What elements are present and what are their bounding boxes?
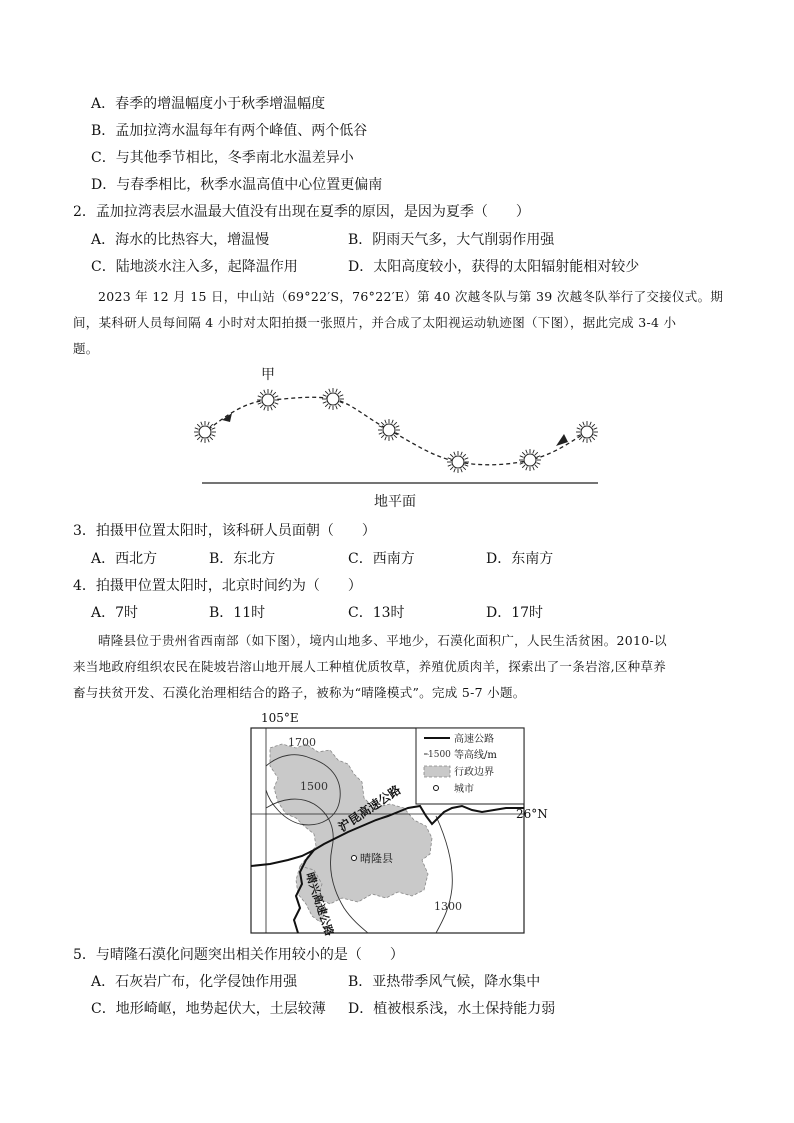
q2-stem: 2．孟加拉湾表层水温最大值没有出现在夏季的原因，是因为夏季（ ） xyxy=(73,204,530,220)
q4-option-b: B．11时 xyxy=(209,605,266,621)
q5-option-a: A．石灰岩广布，化学侵蚀作用强 xyxy=(91,974,298,990)
horizon-label: 地平面 xyxy=(374,494,416,510)
latitude-label: 26°N xyxy=(516,807,548,821)
qinglong-map xyxy=(240,708,560,938)
longitude-label: 105°E xyxy=(261,711,299,725)
sun-icon xyxy=(257,389,279,411)
q3-stem: 3．拍摄甲位置太阳时，该科研人员面朝（ ） xyxy=(73,523,376,539)
q4-option-c: C．13时 xyxy=(348,605,405,621)
legend-city-label: 城市 xyxy=(454,784,474,795)
passage-zhongshan xyxy=(73,284,723,362)
county-label: 晴隆县 xyxy=(360,852,393,865)
label-jia: 甲 xyxy=(261,367,275,383)
sun-icon xyxy=(322,388,344,410)
q5-option-c: C．地形崎岖，地势起伏大，土层较薄 xyxy=(91,1001,326,1017)
sun-icon xyxy=(447,451,469,473)
qingxing-highway-label: 晴兴高速公路 xyxy=(303,870,336,938)
legend-contour-sample: 1500 xyxy=(428,750,451,760)
q4-option-d: D．17时 xyxy=(486,605,544,621)
sun-path-figure xyxy=(190,362,610,512)
q4-option-a: A．7时 xyxy=(91,605,139,621)
passage-qinglong-line3: 畜与扶贫开发、石漠化治理相结合的路子，被称为“晴隆模式”。完成 5-7 小题。 xyxy=(73,685,526,700)
q2-option-c: C．陆地淡水注入多，起降温作用 xyxy=(91,259,298,275)
q4-stem: 4．拍摄甲位置太阳时，北京时间约为（ ） xyxy=(73,578,362,594)
q5-option-d: D．植被根系浅，水土保持能力弱 xyxy=(348,1001,556,1017)
q3-option-c: C．西南方 xyxy=(348,551,415,567)
q1-option-a: A．春季的增温幅度小于秋季增温幅度 xyxy=(91,96,326,112)
passage-qinglong xyxy=(73,628,723,706)
legend-highway-label: 高速公路 xyxy=(454,734,494,745)
passage-zhongshan-line2: 间，某科研人员每间隔 4 小时对太阳拍摄一张照片，并合成了太阳视运动轨迹图（下图），据此完成 3-4 小 xyxy=(73,315,677,330)
sun-icon xyxy=(519,449,541,471)
sun-icon xyxy=(576,421,598,443)
legend-boundary-swatch xyxy=(424,766,450,777)
sun-icon xyxy=(194,421,216,443)
hukun-highway-label: 沪昆高速公路 xyxy=(335,782,404,835)
contour-label-1300: 1300 xyxy=(434,900,462,913)
passage-qinglong-line2: 来当地政府组织农民在陡坡岩溶山地开展人工种植优质牧草，养殖优质肉羊，探索出了一条岩溶,区种草养 xyxy=(73,659,667,674)
q1-option-d: D．与春季相比，秋季水温高值中心位置更偏南 xyxy=(91,177,383,193)
q5-option-b: B．亚热带季风气候，降水集中 xyxy=(348,974,541,990)
q2-option-d: D．太阳高度较小，获得的太阳辐射能相对较少 xyxy=(348,259,640,275)
arrow-head-left xyxy=(222,413,232,422)
city-marker xyxy=(352,856,357,861)
contour-label-1700: 1700 xyxy=(288,736,316,749)
passage-zhongshan-line1: 2023 年 12 月 15 日，中山站（69°22′S，76°22′E）第 40 次越冬队与第 39 次越冬队举行了交接仪式。期 xyxy=(98,289,724,304)
legend-contour-label: 等高线/m xyxy=(454,750,497,761)
legend-city-swatch xyxy=(434,786,439,791)
legend-boundary-label: 行政边界 xyxy=(454,767,494,778)
q3-option-d: D．东南方 xyxy=(486,551,554,567)
passage-qinglong-line1: 晴隆县位于贵州省西南部（如下图），境内山地多、平地少，石漠化面积广，人民生活贫困。2010-以 xyxy=(98,633,667,648)
q1-option-c: C．与其他季节相比，冬季南北水温差异小 xyxy=(91,150,354,166)
q5-stem: 5．与晴隆石漠化问题突出相关作用较小的是（ ） xyxy=(73,947,404,963)
q1-option-b: B．孟加拉湾水温每年有两个峰值、两个低谷 xyxy=(91,123,368,139)
q2-option-b: B．阴雨天气多，大气削弱作用强 xyxy=(348,232,555,248)
q3-option-b: B．东北方 xyxy=(209,551,276,567)
q3-option-a: A．西北方 xyxy=(91,551,158,567)
passage-zhongshan-line3: 题。 xyxy=(73,341,99,356)
q2-option-a: A．海水的比热容大，增温慢 xyxy=(91,232,270,248)
sun-icon xyxy=(378,419,400,441)
contour-label-1500: 1500 xyxy=(300,780,328,793)
